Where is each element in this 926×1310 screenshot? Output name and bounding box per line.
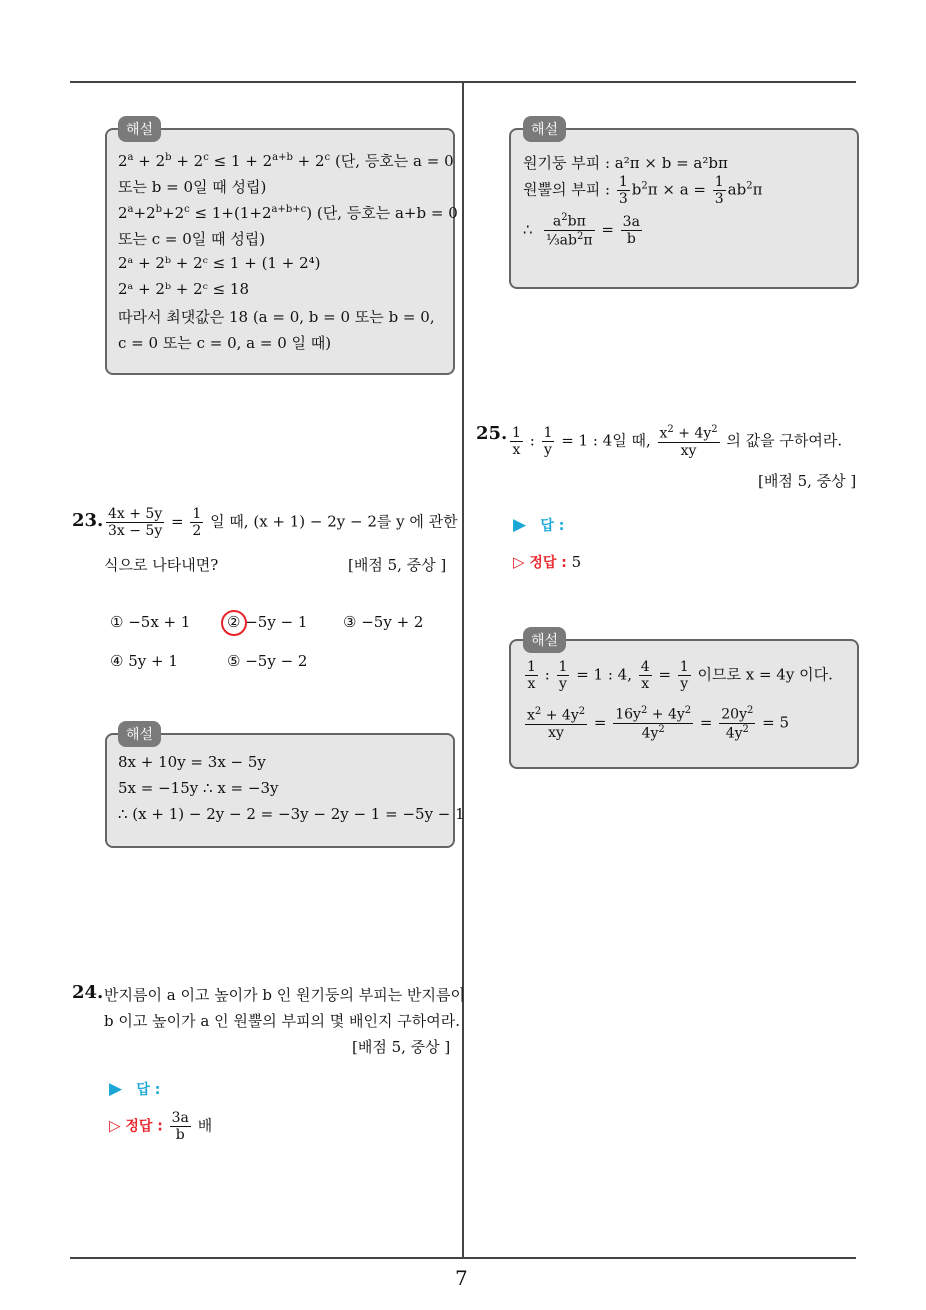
- q23-choice-3[interactable]: ③ −5y + 2: [343, 613, 424, 631]
- sol22-line4: 또는 c = 0일 때 성립): [118, 230, 266, 248]
- solution-tag-22: 해설: [118, 116, 161, 142]
- sol24-line1: 원기둥 부피 : a²π × b = a²bπ: [523, 154, 728, 172]
- solution-box-25: [509, 639, 859, 769]
- q24-score: [배점 5, 중상 ]: [352, 1038, 451, 1056]
- q23-score: [배점 5, 중상 ]: [348, 556, 447, 574]
- solution-tag-24: 해설: [523, 116, 566, 142]
- play-triangle-icon: ▶: [513, 515, 527, 535]
- q25-answer-row[interactable]: ▶ 답 :: [513, 515, 565, 535]
- selected-answer-circle: [221, 610, 247, 636]
- solution-box-22: [105, 128, 458, 375]
- sol22-line2: 또는 b = 0일 때 성립): [118, 178, 267, 196]
- q23-choice-1[interactable]: ① −5x + 1: [110, 613, 191, 631]
- sol24-line2: 원뿔의 부피 : $\frac{1}{3}$ $b^2\pi \times a$ = $\frac{1}{3}$ $ab^2\pi$: [523, 174, 763, 208]
- page-number: 7: [455, 1266, 468, 1290]
- sol22-line3: $2^a+2^b+2^c \le 1+(1+2^{a+b+c})$ (단, 등호는 a+b = 0: [118, 204, 458, 222]
- outline-triangle-icon: ▷: [513, 553, 525, 571]
- sol22-line8: c = 0 또는 c = 0, a = 0 일 때): [118, 334, 332, 352]
- solution-box-24: [509, 128, 859, 289]
- sol22-line7: 따라서 최댓값은 18 (a = 0, b = 0 또는 b = 0,: [118, 308, 435, 326]
- sol22-line6: 2ᵃ + 2ᵇ + 2ᶜ ≤ 18: [118, 280, 250, 298]
- q23-choice-2[interactable]: ② −5y − 1: [227, 613, 308, 631]
- q24-line2: b 이고 높이가 a 인 원뿔의 부피의 몇 배인지 구하여라.: [104, 1012, 461, 1030]
- q23-choice-5[interactable]: ⑤ −5y − 2: [227, 652, 308, 670]
- solution-box-23: [105, 733, 465, 848]
- outline-triangle-icon: ▷: [109, 1116, 121, 1135]
- question-number-24: 24.: [72, 982, 104, 1003]
- sol23-line1: 8x + 10y = 3x − 5y: [118, 753, 266, 771]
- sol25-line1: $\frac{1}{x}$ : $\frac{1}{y}$ = 1 : 4, $\frac{4}{x}$ = $\frac{1}{y}$ 이므로 x = 4y 이다.: [527, 659, 833, 693]
- question-number-23: 23.: [72, 510, 104, 531]
- q23-line2: 식으로 나타내면?: [104, 556, 219, 574]
- q24-line1: 반지름이 a 이고 높이가 b 인 원기둥의 부피는 반지름이: [104, 986, 465, 1004]
- q24-correct-row: ▷ 정답 : $\frac{3a}{b}$ 배: [109, 1110, 213, 1144]
- solution-tag-25: 해설: [523, 627, 566, 653]
- question-number-25: 25.: [476, 423, 508, 444]
- q24-answer-row[interactable]: ▶ 답 :: [109, 1079, 161, 1099]
- play-triangle-icon: ▶: [109, 1079, 123, 1099]
- sol24-line3: ∴ $\frac{a^2b\pi}{\frac{1}{3}ab^2\pi}$ = $\frac{3a}{b}$: [523, 212, 640, 249]
- q25-correct-row: ▷ 정답 : 5: [513, 553, 582, 571]
- q25-score: [배점 5, 중상 ]: [758, 472, 857, 490]
- sol23-line3: ∴ (x + 1) − 2y − 2 = −3y − 2y − 1 = −5y − 1: [118, 805, 465, 823]
- sol22-line5: 2ᵃ + 2ᵇ + 2ᶜ ≤ 1 + (1 + 2⁴): [118, 254, 321, 272]
- solution-tag-23: 해설: [118, 721, 161, 747]
- q23-choice-4[interactable]: ④ 5y + 1: [110, 652, 178, 670]
- q23-condition: $\frac{4x + 5y}{3x - 5y}$ = $\frac{1}{2}$ 일 때, (x + 1) − 2y − 2를 y 에 관한: [108, 506, 458, 540]
- q25-statement: $\frac{1}{x}$ : $\frac{1}{y}$ = 1 : 4일 때, $\frac{x^2 + 4y^2}{xy}$ 의 값을 구하여라.: [512, 424, 843, 459]
- sol23-line2: 5x = −15y ∴ x = −3y: [118, 779, 279, 797]
- column-divider: [462, 82, 464, 1258]
- sol25-line2: $\frac{x^2 + 4y^2}{xy}$ = $\frac{16y^2 + 4y^2}{4y^2}$ = $\frac{20y^2}{4y^2}$ = 5: [527, 705, 790, 742]
- sol22-line1: $2^a + 2^b + 2^c \le 1 + 2^{a+b} + 2^c$ (단, 등호는 a = 0: [118, 152, 454, 170]
